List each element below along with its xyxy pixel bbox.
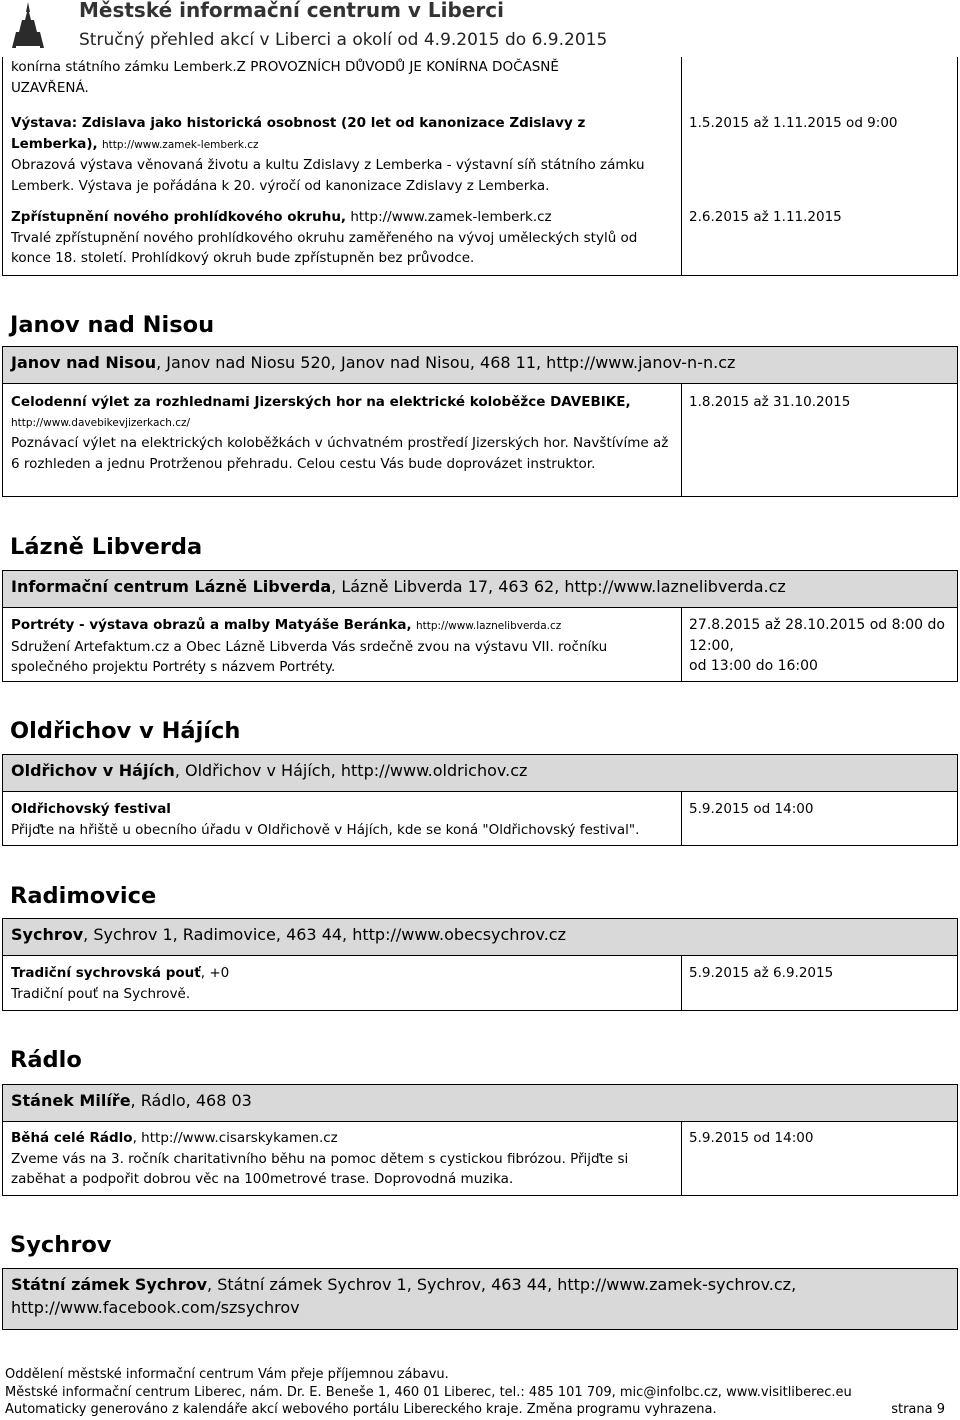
event-title: Oldřichovský festival [11,801,171,817]
venue-name: Stánek Milíře [11,1091,131,1110]
event-date: 5.9.2015 od 14:00 [689,1130,814,1146]
event-date: 5.9.2015 až 6.9.2015 [689,965,834,981]
event-link[interactable]: http://www.laznelibverda.cz [415,620,562,632]
venue-address: , Lázně Libverda 17, 463 62, http://www.laznelibverda.cz [331,577,786,596]
event-link[interactable]: http://www.zamek-lemberk.cz [350,209,552,225]
event-table [2,384,958,497]
venue-link[interactable]: http://www.facebook.com/szsychrov [11,1297,300,1317]
event-description: Přijďte na hřiště u obecního úřadu v Oldřichově v Hájích, kde se koná "Oldřichovský festival". [11,821,640,838]
town-heading: Rádlo [10,1047,82,1073]
town-heading: Oldřichov v Hájích [10,718,241,744]
venue-address: , Sychrov 1, Radimovice, 463 44, http://www.obecsychrov.cz [83,925,566,944]
event-title: Portréty - výstava obrazů a malby Matyáše Beránka, [11,617,412,633]
event-link[interactable]: , http://www.cisarskykamen.cz [132,1130,338,1146]
continued-event-text [11,57,675,98]
venue-row [2,1084,958,1122]
event-description: Sdružení Artefaktum.cz a Obec Lázně Libverda Vás srdečně zvou na výstavu VII. ročníku společného projektu Portréty s názvem Portréty. [11,638,608,675]
page-number: strana 9 [891,1402,945,1417]
venue-row [2,346,958,384]
event-davebike [11,392,675,474]
town-heading: Radimovice [10,883,157,909]
event-table [2,792,958,846]
event-radlo-run [11,1128,675,1190]
venue-name: Státní zámek Sychrov [11,1275,208,1294]
footer-greeting: Oddělení městské informační centrum Vám přeje příjemnou zábavu. [5,1367,449,1382]
column-divider [681,608,682,681]
event-date [689,615,955,677]
column-divider [681,956,682,1010]
lemberk-events-table [2,57,958,276]
venue-name: Oldřichov v Hájích [11,761,175,780]
event-sychrov-fair [11,963,675,1004]
event-title: Tradiční sychrovská pouť [11,965,201,981]
town-heading: Lázně Libverda [10,534,203,560]
column-divider [681,1122,682,1195]
event-title: Výstava: Zdislava jako historická osobnost (20 let od kanonizace Zdislavy z [11,115,586,131]
venue-address: , Janov nad Niosu 520, Janov nad Nisou, 468 11, http://www.janov-n-n.cz [156,353,736,372]
event-description: Obrazová výstava věnovaná životu a kultu Zdislavy z Lemberka - výstavní síň státního zámku Lemberk. Výstava je pořádána k 20. výročí od kanonizace Zdislavy z Lemberka. [11,157,645,194]
venue-address: , Státní zámek Sychrov 1, Sychrov, 463 44, http://www.zamek-sychrov.cz, [207,1275,797,1294]
page-header [0,0,960,54]
event-portraits [11,615,675,678]
event-table [2,956,958,1011]
town-heading: Janov nad Nisou [10,312,215,338]
event-title: Zpřístupnění nového prohlídkového okruhu, [11,209,347,225]
event-table [2,608,958,682]
event-table [2,1122,958,1196]
event-description: Trvalé zpřístupnění nového prohlídkového okruhu zaměřeného na vývoj uměleckých stylů od konce 18. století. Prohlídkový okruh bude zpřístupněn bez průvodce. [11,229,638,266]
event-zdislava [11,113,675,196]
continued-line: UZAVŘENÁ. [11,79,89,96]
event-new-tour [11,207,675,269]
event-link[interactable]: http://www.zamek-lemberk.cz [102,138,259,151]
venue-address: , Rádlo, 468 03 [130,1091,252,1110]
event-link[interactable]: http://www.davebikevjizerkach.cz/ [11,416,191,429]
venue-row [2,754,958,792]
event-date-line: 12:00, [689,637,734,654]
town-heading: Sychrov [10,1232,112,1258]
footer-disclaimer: Automaticky generováno z kalendáře akcí webového portálu Libereckého kraje. Změna programu vyhrazena. [5,1402,717,1417]
venue-name: Informační centrum Lázně Libverda [11,577,332,596]
event-title-extra: , +0 [200,965,230,981]
event-date: 1.5.2015 až 1.11.2015 od 9:00 [689,115,898,131]
continued-line: konírna státního zámku Lemberk.Z PROVOZNÍCH DŮVODŮ JE KONÍRNA DOČASNĚ [11,59,559,75]
column-divider [681,57,682,275]
page-title: Městské informační centrum v Liberci [79,0,504,22]
column-divider [681,384,682,496]
event-date-line: od 13:00 do 16:00 [689,658,818,674]
venue-name: Sychrov [11,925,84,944]
event-oldrichov-festival [11,799,675,840]
event-title: Celodenní výlet za rozhlednami Jizerských hor na elektrické koloběžce DAVEBIKE, [11,394,631,410]
venue-row [2,918,958,956]
footer-contact: Městské informační centrum Liberec, nám. Dr. E. Beneše 1, 460 01 Liberec, tel.: 485 101 709, mic@infolbc.cz, www.visitliberec.eu [5,1384,852,1400]
event-description: Zveme vás na 3. ročník charitativního běhu na pomoc dětem s cystickou fibrózou. Přijďte si zaběhat a podpořit dobrou věc na 100metrové trase. Doprovodná muzika. [11,1150,629,1187]
liberec-town-hall-logo [10,2,46,50]
venue-name: Janov nad Nisou [11,353,157,372]
venue-address: , Oldřichov v Hájích, http://www.oldrichov.cz [174,761,528,780]
column-divider [681,792,682,845]
venue-row [2,570,958,608]
event-date: 2.6.2015 až 1.11.2015 [689,209,842,225]
venue-row [2,1268,958,1330]
page-footer [5,1366,945,1419]
event-title: Lemberka), [11,135,98,152]
page-subtitle: Stručný přehled akcí v Liberci a okolí od 4.9.2015 do 6.9.2015 [79,30,608,50]
event-date-line: 27.8.2015 až 28.10.2015 od 8:00 do [689,617,945,633]
event-description: Poznávací výlet na elektrických koloběžkách v úchvatném prostředí Jizerských hor. Navštívíme až 6 rozhleden a jednu Protrženou přehradu. Celou cestu Vás bude doprovázet instruktor. [11,435,669,472]
event-date: 5.9.2015 od 14:00 [689,801,814,817]
event-date: 1.8.2015 až 31.10.2015 [689,394,851,410]
event-title: Běhá celé Rádlo [11,1130,133,1146]
footer-disclaimer-row [5,1401,945,1419]
event-description: Tradiční pouť na Sychrově. [11,985,191,1002]
